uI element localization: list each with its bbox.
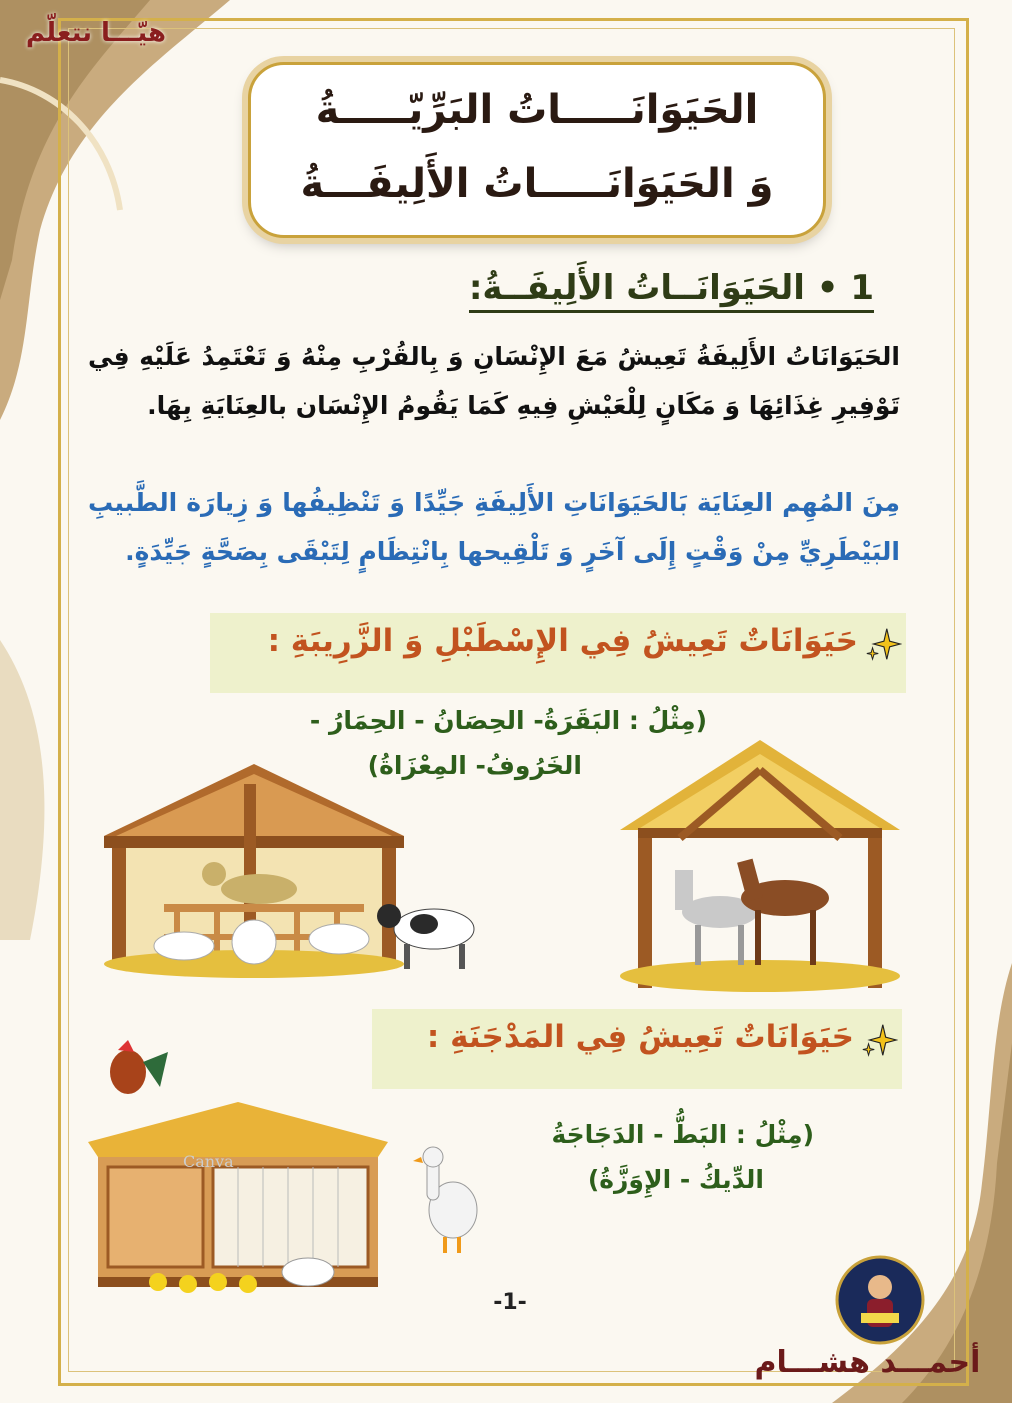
author-name: أحمـــد هشـــام: [754, 1345, 981, 1380]
stable-heading-band: [210, 613, 906, 693]
title-line-2: وَ الحَيَوَانَـــــاتُ الأَلِيفَـــةُ: [300, 161, 774, 207]
coop-examples-line-1: (مِثْلُ : البَطُّ - الدَجَاجَةُ: [551, 1120, 814, 1149]
sparkle-icon: [860, 1021, 898, 1059]
coop-heading: حَيَوَانَاتٌ تَعِيشُ فِي المَدْجَنَةِ :: [426, 1019, 854, 1055]
chicken-coop-illustration: [88, 1032, 388, 1302]
page-number: -1-: [493, 1290, 527, 1315]
stable-with-horse-and-donkey-illustration: [620, 740, 900, 995]
sparkle-icon: [864, 625, 902, 663]
stable-examples-line-2: الخَرُوفُ- المِعْزَاةُ): [367, 751, 582, 780]
canva-watermark: Canva: [183, 1152, 234, 1171]
title-line-1: الحَيَوَانَـــــاتُ البَرِّيّـــــةُ: [315, 87, 759, 133]
coop-examples: [551, 1112, 814, 1202]
pets-definition-paragraph: الحَيَوَانَاتُ الأَلِيفَةُ تَعِيشُ مَعَ الإِنْسَانِ وَ بِالقُرْبِ مِنْهُ وَ تَعْتَمِدُ عَلَيْهِ فِي تَوْفِيرِ غِذَائِهَا وَ مَكَانٍ لِلْعَيْشِ فِيهِ كَمَا يَقُومُ الإِنْسَان بالعِنَايَةِ بِهَا.: [88, 342, 900, 420]
section-heading-pets: 1 • الحَيَوَانَــاتُ الأَلِيفَــةُ:: [469, 268, 874, 313]
title-box: [248, 62, 826, 238]
goose-illustration: [413, 1145, 483, 1255]
stable-heading: حَيَوَانَاتٌ تَعِيشُ فِي الإِسْطَبْلِ وَ الزَّرِيبَةِ :: [267, 623, 858, 659]
pets-care-paragraph: مِنَ المُهِم العِنَايَة بَالحَيَوَانَاتِ الأَلِيفَةِ جَيِّدًا وَ تَنْظِيفُها وَ زِيارَة الطَّبيبِ البَيْطَرِيِّ مِنْ وَقْتٍ إِلَى آخَرٍ وَ تَلْقِيحها بِانْتِظَامٍ لِتَبْقَى بِصَحَّةٍ جَيِّدَةٍ.: [88, 488, 900, 566]
stable-examples-line-1: (مِثْلُ : البَقَرَةُ- الحِصَانُ - الحِمَارُ -: [309, 706, 707, 735]
coop-examples-line-2: الدِّيكُ - الإِوَزَّةُ): [587, 1165, 764, 1194]
brand-logo-text: هيّـــا نتعلّم: [25, 18, 167, 48]
avatar: [835, 1255, 925, 1345]
coop-heading-band: [372, 1009, 902, 1089]
barn-with-farm-animals-illustration: [104, 764, 479, 984]
